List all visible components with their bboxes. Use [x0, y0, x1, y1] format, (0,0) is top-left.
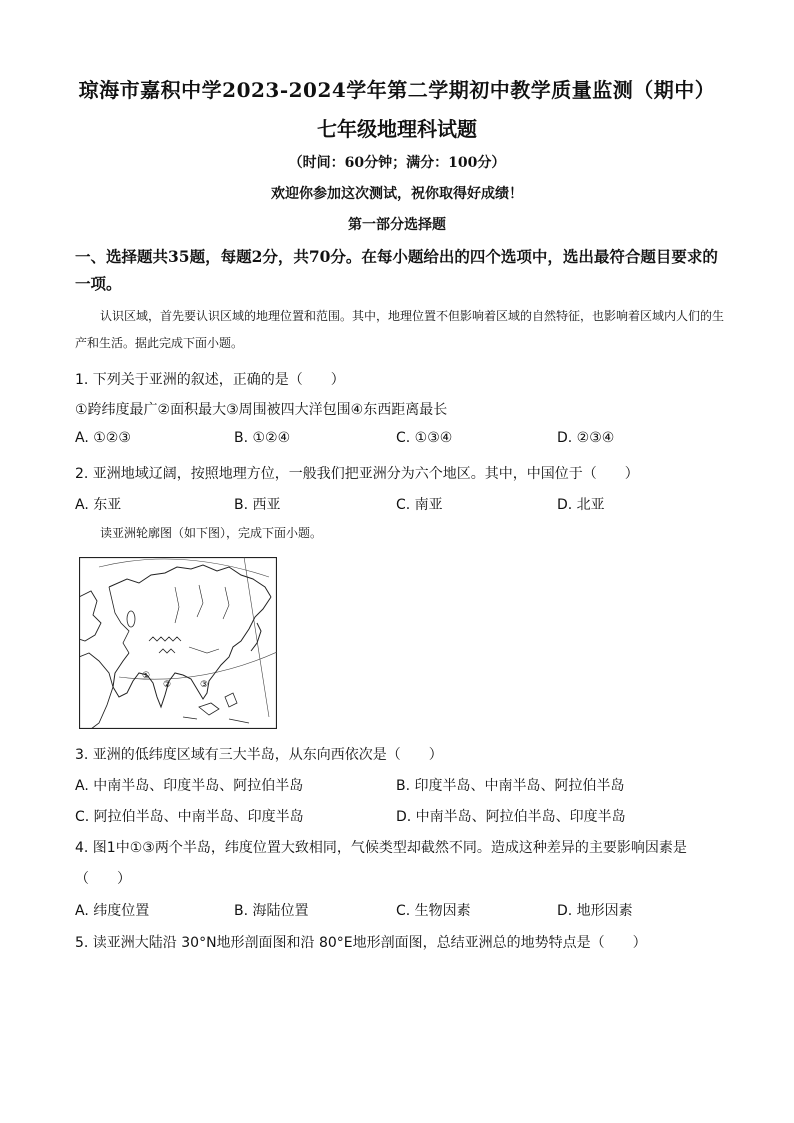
map-label-2: ②	[163, 680, 172, 690]
question-1-option-a[interactable]: A. ①②③	[75, 430, 131, 446]
map-label-3: ③	[200, 680, 209, 690]
question-1-statements: ①跨纬度最广②面积最大③周围被四大洋包围④东西距离最长	[75, 402, 448, 418]
question-1-stem: 1. 下列关于亚洲的叙述，正确的是（ ）	[75, 372, 345, 388]
section-intro: 一、选择题共35题，每题2分，共70分。在每小题给出的四个选项中，选出最符合题目要求的一项。	[75, 247, 718, 293]
question-4-option-b[interactable]: B. 海陆位置	[234, 903, 309, 919]
material-paragraph-2: 读亚洲轮廓图（如下图），完成下面小题。	[100, 526, 323, 540]
exam-title: 琼海市嘉积中学2023-2024学年第二学期初中教学质量监测（期中）	[78, 78, 716, 102]
question-2-option-a[interactable]: A. 东亚	[75, 497, 122, 513]
map-label-1: ①	[142, 671, 151, 681]
question-4-option-c[interactable]: C. 生物因素	[396, 903, 471, 919]
question-2-option-c[interactable]: C. 南亚	[396, 497, 443, 513]
question-2-stem: 2. 亚洲地域辽阔，按照地理方位，一般我们把亚洲分为六个地区。其中，中国位于（ ）	[75, 466, 639, 482]
exam-subtitle: 七年级地理科试题	[317, 117, 477, 141]
welcome-text: 欢迎你参加这次测试，祝你取得好成绩！	[271, 186, 523, 202]
question-3-option-b[interactable]: B. 印度半岛、中南半岛、阿拉伯半岛	[396, 778, 625, 794]
question-4-option-a[interactable]: A. 纬度位置	[75, 903, 150, 919]
question-4-option-d[interactable]: D. 地形因素	[557, 903, 633, 919]
question-2-option-b[interactable]: B. 西亚	[234, 497, 281, 513]
asia-outline-map	[79, 557, 277, 729]
question-1-option-b[interactable]: B. ①②④	[234, 430, 291, 446]
question-3-option-d[interactable]: D. 中南半岛、阿拉伯半岛、印度半岛	[396, 809, 626, 825]
question-4-stem-cont: （ ）	[75, 871, 131, 887]
question-2-option-d[interactable]: D. 北亚	[557, 497, 605, 513]
question-4-stem: 4. 图1中①③两个半岛，纬度位置大致相同，气候类型却截然不同。造成这种差异的主要影响因素是	[75, 840, 687, 856]
question-3-option-c[interactable]: C. 阿拉伯半岛、中南半岛、印度半岛	[75, 809, 304, 825]
material-paragraph-1: 认识区域，首先要认识区域的地理位置和范围。其中，地理位置不但影响着区域的自然特征，也影响着区域内人们的生产和生活。据此完成下面小题。	[75, 309, 725, 350]
question-1-option-c[interactable]: C. ①③④	[396, 430, 453, 446]
question-5-stem: 5. 读亚洲大陆沿 30°N地形剖面图和沿 80°E地形剖面图，总结亚洲总的地势特点是（ ）	[75, 935, 647, 951]
part-title: 第一部分选择题	[348, 217, 446, 233]
question-3-stem: 3. 亚洲的低纬度区域有三大半岛，从东向西依次是（ ）	[75, 747, 443, 763]
time-info: （时间：60分钟；满分：100分）	[288, 155, 506, 171]
question-3-option-a[interactable]: A. 中南半岛、印度半岛、阿拉伯半岛	[75, 778, 304, 794]
question-1-option-d[interactable]: D. ②③④	[557, 430, 615, 446]
